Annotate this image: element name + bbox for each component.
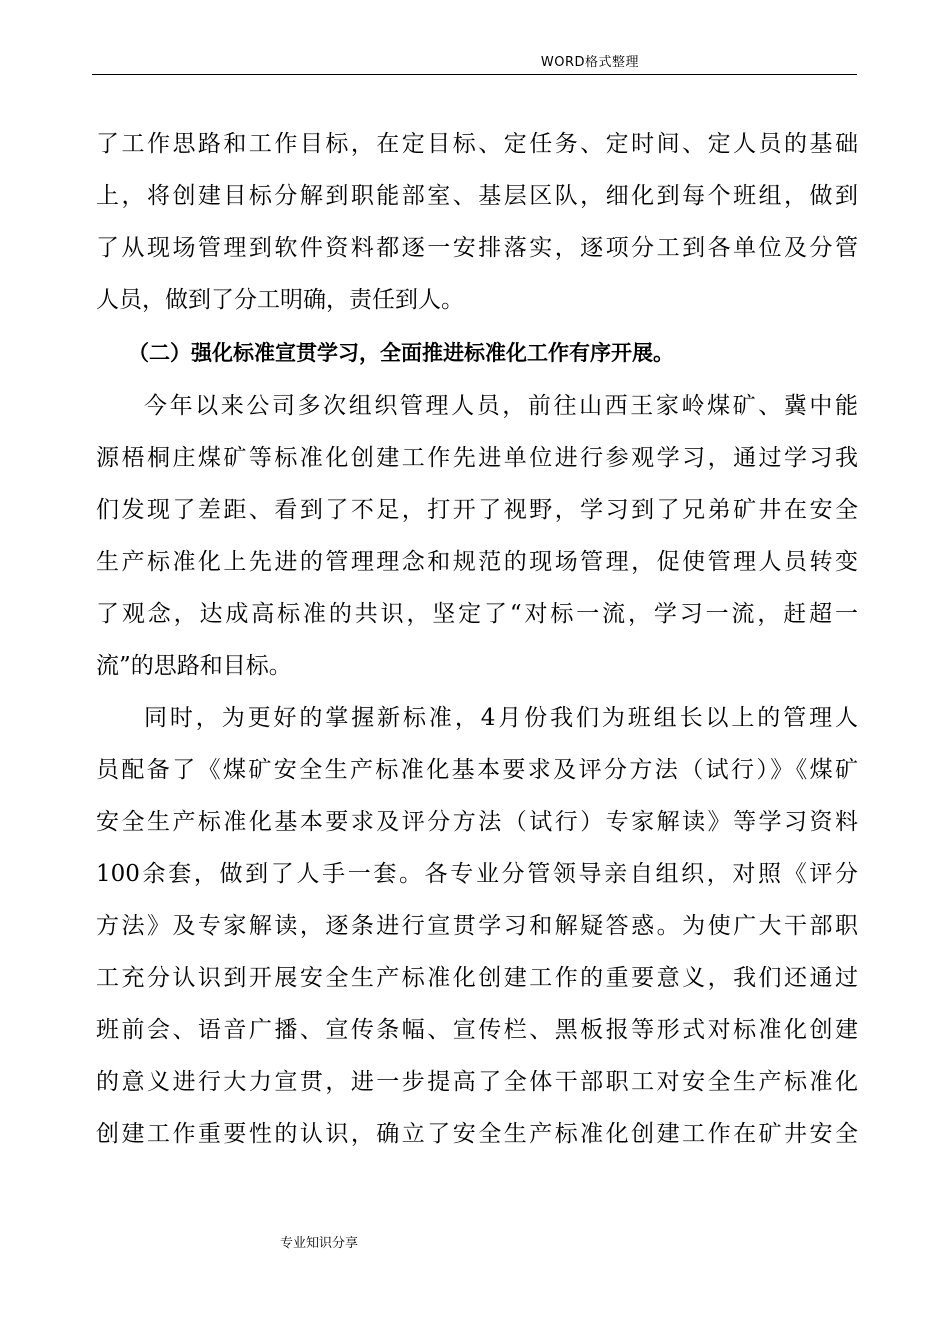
text-line: 安全生产标准化基本要求及评分方法（试行）专家解读》等学习资料 [96,809,858,835]
text-line: 班前会、语音广播、宣传条幅、宣传栏、黑板报等形式对标准化创建 [96,1017,858,1043]
text-line: 了工作思路和工作目标，在定目标、定任务、定时间、定人员的基础 [96,131,858,157]
text-line: 的意义进行大力宣贯，进一步提高了全体干部职工对安全生产标准化 [96,1069,858,1095]
document-body [96,118,858,1160]
text-line: 员配备了《煤矿安全生产标准化基本要求及评分方法（试行）》《煤矿 [96,757,858,783]
page-header [92,54,857,75]
text-line: 100余套，做到了人手一套。各专业分管领导亲自组织，对照《评分 [96,861,858,887]
text-line: 流”的思路和目标。 [96,653,292,679]
paragraph-3 [96,692,858,1160]
page-footer: 专业知识分享 [280,1236,359,1251]
text-line: 同时，为更好的掌握新标准，4月份我们为班组长以上的管理人 [144,705,858,731]
header-title: WORD格式整理 [540,55,639,70]
paragraph-2 [96,380,858,692]
text-line: 人员，做到了分工明确，责任到人。 [96,287,464,313]
text-line: 上，将创建目标分解到职能部室、基层区队，细化到每个班组，做到 [96,183,858,209]
text-line: 今年以来公司多次组织管理人员，前往山西王家岭煤矿、冀中能 [144,393,858,419]
text-line: 了从现场管理到软件资料都逐一安排落实，逐项分工到各单位及分管 [96,235,858,261]
section-heading: （二）强化标准宣贯学习，全面推进标准化工作有序开展。 [128,341,674,365]
text-line: 们发现了差距、看到了不足，打开了视野，学习到了兄弟矿井在安全 [96,497,858,523]
text-line: 工充分认识到开展安全生产标准化创建工作的重要意义，我们还通过 [96,965,858,991]
text-line: 创建工作重要性的认识，确立了安全生产标准化创建工作在矿井安全 [96,1121,858,1147]
text-line: 生产标准化上先进的管理理念和规范的现场管理，促使管理人员转变 [96,549,858,575]
text-line: 方法》及专家解读，逐条进行宣贯学习和解疑答惑。为使广大干部职 [96,913,858,939]
paragraph-1 [96,118,858,326]
text-line: 了观念，达成高标准的共识，坚定了“对标一流，学习一流，赶超一 [96,601,858,627]
text-line: 源梧桐庄煤矿等标准化创建工作先进单位进行参观学习，通过学习我 [96,445,858,471]
